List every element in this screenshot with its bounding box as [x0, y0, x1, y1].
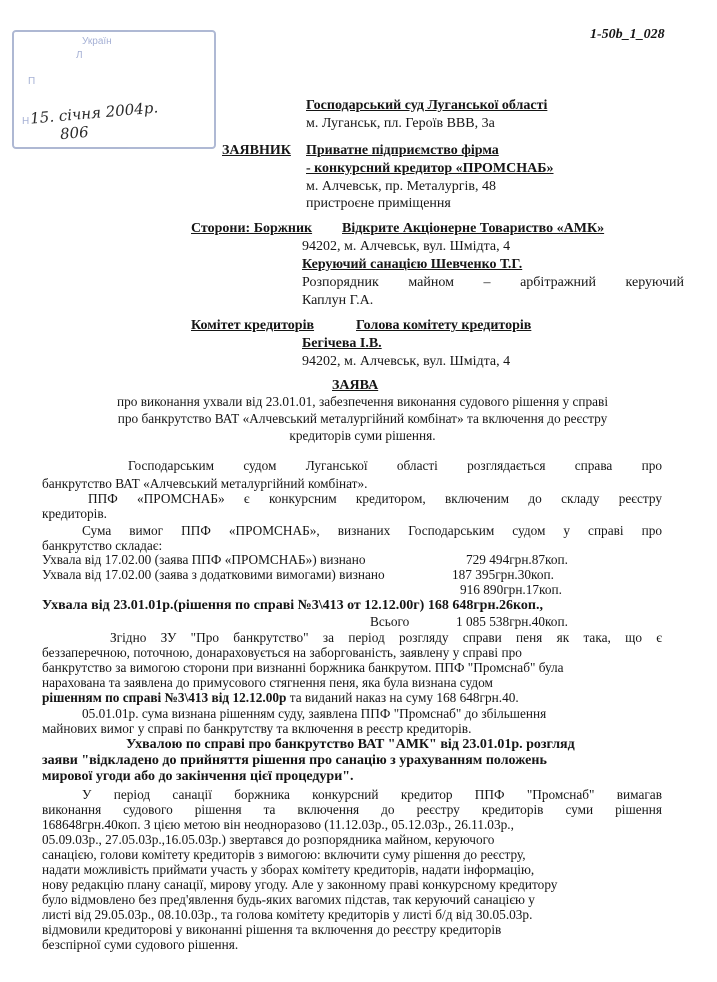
committee-address: 94202, м. Алчевськ, вул. Шмідта, 4: [302, 354, 511, 369]
paragraph-line: безспірної суми судового рішення.: [42, 937, 239, 952]
subtotal-amount: 916 890грн.17коп.: [460, 582, 562, 597]
paragraph-line: виконання судового рішення та включення до реєстру кредиторів суми рішення: [42, 802, 662, 817]
bold-reference: рішенням по справі №3\413 від 12.12.00р: [42, 690, 287, 705]
paragraph-line: нову редакцію плану санації, мирову угоду. Але у законному праві конкурсному кредитору: [42, 877, 558, 892]
applicant-address-line2: пристроєне приміщення: [306, 196, 451, 211]
paragraph-line: Згідно ЗУ "Про банкрутство" за період розгляду справи пеня як така, що є: [110, 630, 662, 645]
applicant-label: ЗАЯВНИК: [222, 143, 291, 158]
total-label: Всього: [370, 614, 410, 629]
paragraph-line: Сума вимог ППФ «ПРОМСНАБ», визнаних Господарським судом у справі про: [82, 523, 662, 538]
administrator: Розпорядник майном – арбітражний керуючий: [302, 275, 684, 290]
manager-label: Керуючий санацією Шевченко Т.Г.: [302, 257, 523, 272]
applicant-name-line2: - конкурсний кредитор «ПРОМСНАБ»: [306, 161, 554, 176]
court-address: м. Луганськ, пл. Героїв ВВВ, 3а: [306, 116, 495, 131]
paragraph-line: санацією, голови комітету кредиторів з вимогою: включити суму рішення до реєстру,: [42, 847, 526, 862]
paragraph-line: 05.09.03р., 27.05.03р.,16.05.03р.) звертався до розпорядника майном, керуючого: [42, 832, 495, 847]
paragraph-line: 168648грн.40коп. З цією метою він неодноразово (11.12.03р., 05.12.03р., 26.11.03р.,: [42, 817, 514, 832]
paragraph-line: банкрутство складає:: [42, 538, 163, 553]
stamp-line: П: [28, 76, 36, 87]
administrator-name: Каплун Г.А.: [302, 293, 374, 308]
total-amount: 1 085 538грн.40коп.: [456, 614, 568, 629]
paragraph-line: відмовили кредиторові у виконанні рішення та включення до реєстру кредиторів: [42, 922, 502, 937]
applicant-address: м. Алчевськ, пр. Металургів, 48: [306, 179, 496, 194]
paragraph-line: банкрутство ВАТ «Алчевський металургійний комбінат».: [42, 476, 368, 491]
committee-label: Комітет кредиторів: [191, 318, 315, 333]
committee-head-name: Бегічева І.В.: [302, 336, 382, 351]
paragraph-line: листі від 29.05.03р., 08.10.03р., та голова комітету кредиторів у листі б/д від 30.05.03р.: [42, 907, 533, 922]
paragraph-line: майнових вимог у справі по банкрутству та включення в реєстр кредиторів.: [42, 721, 472, 736]
handwritten-date: 15. січня 2004р.: [29, 98, 159, 128]
applicant-name: Приватне підприємство фірма: [306, 143, 499, 158]
claim-amount: 187 395грн.30коп.: [452, 567, 554, 582]
claim-label: Ухвала від 17.02.00 (заява з додатковими вимогами) визнано: [42, 567, 385, 582]
paragraph-line: У період санації боржника конкурсний кредитор ППФ "Промснаб" вимагав: [82, 787, 662, 802]
claim-amount: 729 494грн.87коп.: [466, 552, 568, 567]
stamp-line: Н: [22, 116, 30, 127]
paragraph-line: Господарським судом Луганської області розглядається справа про: [128, 458, 662, 473]
paragraph-line: банкрутство за вимогою сторони при визнанні боржника банкрутом. ППФ "Промснаб" була: [42, 660, 564, 675]
paragraph-line: надати можливість приймати участь у зборах комітету кредиторів, надати інформацію,: [42, 862, 535, 877]
ruling-line-bold: заяви "відкладено до прийняття рішення про санацію з урахуванням положень: [42, 753, 547, 768]
statement-subtitle: про банкрутство ВАТ «Алчевський металургійний комбінат» та включення до реєстру: [117, 411, 608, 426]
document-id: 1-50b_1_028: [590, 27, 665, 42]
paragraph-line: 05.01.01р. сума визнана рішенням суду, заявлена ППФ "Промснаб" до збільшення: [82, 706, 547, 721]
stamp-line: Україн: [82, 36, 112, 47]
statement-subtitle: про виконання ухвали від 23.01.01, забезпечення виконання судового рішення у справі: [116, 394, 609, 409]
committee-head-label: Голова комітету кредиторів: [356, 318, 532, 333]
statement-title: ЗАЯВА: [332, 378, 379, 393]
receipt-stamp: [12, 30, 216, 149]
court-name: Господарський суд Луганської області: [306, 98, 548, 113]
reference-rest: та виданий наказ на суму 168 648грн.40.: [286, 690, 519, 705]
handwritten-number: 806: [59, 122, 90, 144]
parties-label: Сторони: Боржник: [191, 221, 313, 236]
debtor-address: 94202, м. Алчевськ, вул. Шмідта, 4: [302, 239, 511, 254]
claim-label: Ухвала від 17.02.00 (заява ППФ «ПРОМСНАБ») визнано: [42, 552, 366, 567]
debtor-name: Відкрите Акціонерне Товариство «АМК»: [342, 221, 605, 236]
ruling-line-bold: Ухвалою по справі про банкрутство ВАТ "АМК" від 23.01.01р. розгляд: [126, 737, 575, 752]
paragraph-line: [42, 690, 519, 706]
paragraph-line: було відмовлено без пред'явлення будь-яких вагомих підстав, так керуючий санацією у: [42, 892, 535, 907]
claim-line-bold: Ухвала від 23.01.01р.(рішення по справі №3\413 от 12.12.00г) 168 648грн.26коп.,: [42, 598, 543, 613]
ruling-line-bold: мирової угоди або до закінчення цієї процедури".: [42, 769, 354, 784]
paragraph-line: ППФ «ПРОМСНАБ» є конкурсним кредитором, включеним до складу реєстру: [88, 491, 662, 506]
paragraph-line: нарахована та заявлена до примусового стягнення пеня, яка була визнана судом: [42, 675, 493, 690]
paragraph-line: беззаперечною, поточною, донараховується на заборгованість, заявлену у справі про: [42, 645, 522, 660]
paragraph-line: кредиторів.: [42, 506, 107, 521]
statement-subtitle: кредиторів суми рішення.: [289, 428, 436, 443]
stamp-line: Л: [76, 50, 83, 61]
